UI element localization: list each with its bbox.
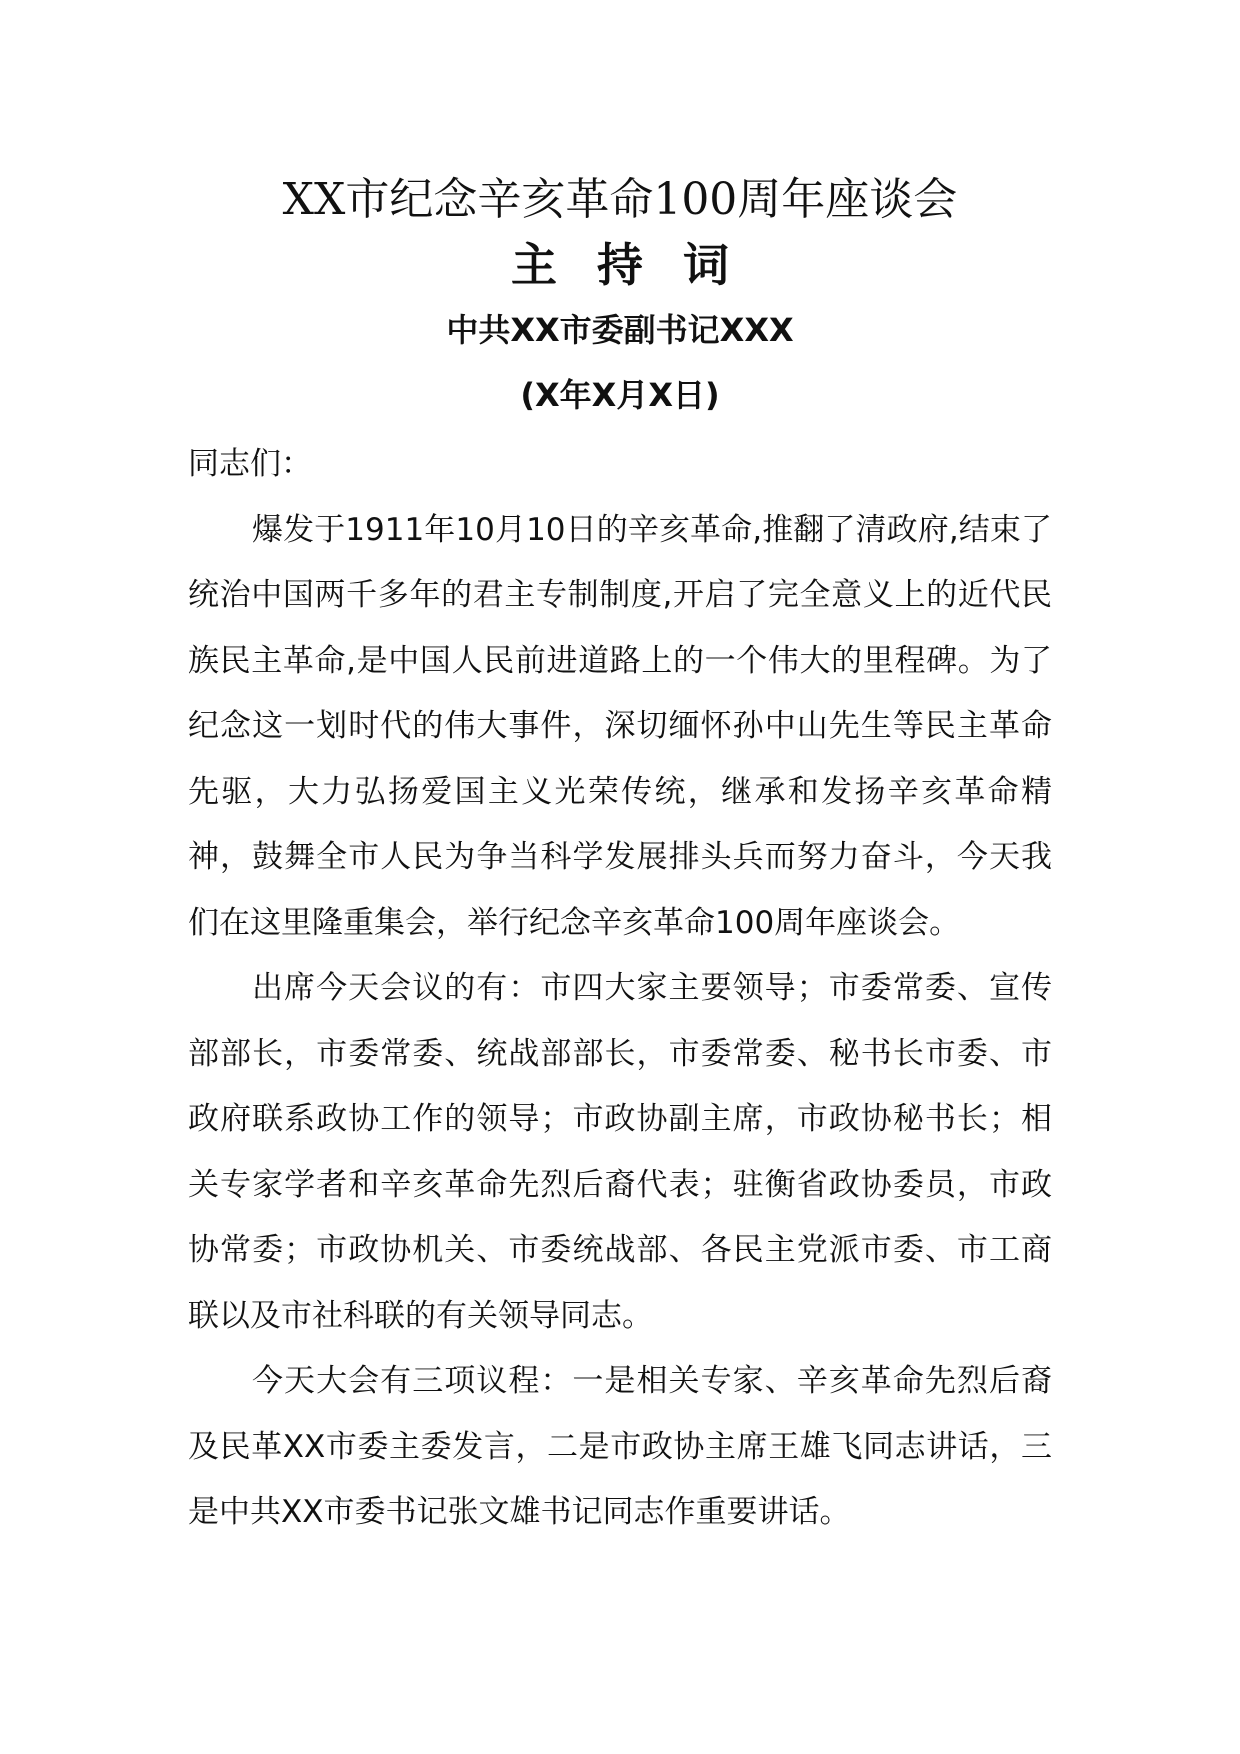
salutation: 同志们： bbox=[188, 446, 312, 482]
document-date: (X年X月X日) bbox=[520, 376, 720, 414]
document-author: 中共XX市委副书记XXX bbox=[446, 311, 794, 349]
paragraph-opening: 爆发于1911年10月10日的辛亥革命,推翻了清政府,结束了统治中国两千多年的君主专制制度,开启了完全意义上的近代民族民主革命,是中国人民前进道路上的一个伟大的里程碑。为了纪念这一划时代的伟大事件，深切缅怀孙中山先生等民主革命先驱，大力弘扬爱国主义光荣传统，继承和发扬辛亥革命精神，鼓舞全市人民为争当科学发展排头兵而努力奋斗，今天我们在这里隆重集会，举行纪念辛亥革命100周年座谈会。 bbox=[188, 511, 1052, 941]
document-body bbox=[188, 432, 1052, 1546]
document-subtitle: 主持词 bbox=[511, 238, 769, 292]
paragraph-attendees: 出席今天会议的有：市四大家主要领导；市委常委、宣传部部长，市委常委、统战部部长，市委常委、秘书长市委、市政府联系政协工作的领导；市政协副主席，市政协秘书长；相关专家学者和辛亥革命先烈后裔代表；驻衡省政协委员，市政协常委；市政协机关、市委统战部、各民主党派市委、市工商联以及市社科联的有关领导同志。 bbox=[188, 970, 1052, 1334]
document-title: XX市纪念辛亥革命100周年座谈会 bbox=[282, 174, 958, 225]
paragraph-agenda: 今天大会有三项议程：一是相关专家、辛亥革命先烈后裔及民革XX市委主委发言，二是市政协主席王雄飞同志讲话，三是中共XX市委书记张文雄书记同志作重要讲话。 bbox=[188, 1363, 1052, 1530]
